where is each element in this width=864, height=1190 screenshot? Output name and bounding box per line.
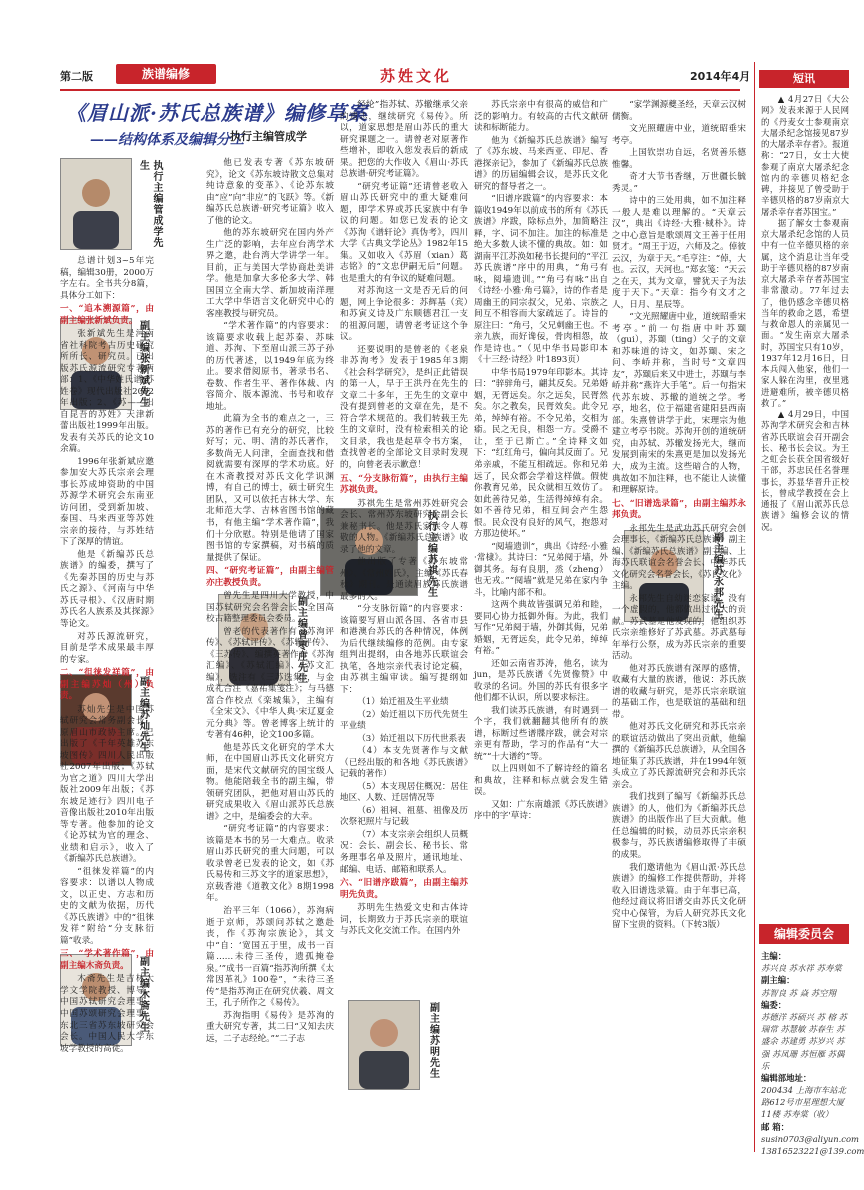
caption-photo8: 副主编苏永邦先生 bbox=[711, 532, 723, 620]
section-tab: 族谱编修 bbox=[116, 64, 216, 84]
paragraph: 苏明先生热爱文史和古体诗词，长期致力于苏氏宗亲的联谊与苏氏文化交流工作。在国内外 bbox=[340, 903, 468, 937]
paragraph: （3）始迁祖以下历代世系表 bbox=[357, 733, 466, 744]
short-news-body bbox=[761, 94, 849, 912]
paragraph: “徂徕发祥篇”的内容要求：以谱以人物成文，以正史、方志和历史的文献为依据，历代《苏氏族谱》中的“徂徕发祥”附给“分支脉衍篇”收录。 bbox=[60, 866, 154, 946]
paragraph: （2）始迁祖以下历代先贤生平业绩 bbox=[340, 709, 468, 732]
committee-role: 编委： bbox=[761, 999, 787, 1010]
paragraph: 对苏氏源流研究，目前是学术成果最丰厚的专家。 bbox=[60, 631, 154, 665]
article-column-5 bbox=[612, 100, 746, 1148]
paragraph: 曾先生是四川大学教授，中国苏轼研究会名誉会长、全国高校古籍整理委员会委员。 bbox=[206, 591, 334, 625]
caption-photo1: 执行主编管成学先生 bbox=[137, 160, 162, 248]
committee-entry bbox=[761, 1145, 864, 1157]
article-column-2 bbox=[206, 158, 334, 1148]
paragraph: 苏氏宗亲中有很高的威信和广泛的影响力。有较高的古代文献研读和标断能力。 bbox=[474, 100, 608, 134]
paragraph: “学术著作篇”的内容要求：该篇要求收载上起苏秦、苏味道、苏洵、下至眉山派三苏子孙的历代著述，以1949年底为终止。要求借阅原书，著录书名、卷数、作者生平、著作体裁、内容简介、版本源流、书号和收存地址。 bbox=[206, 321, 334, 412]
committee-entry bbox=[761, 999, 851, 1072]
committee-entry bbox=[761, 950, 851, 974]
short-news-title: 短讯 bbox=[759, 70, 849, 88]
paragraph: 对苏洵这一文是否无后的问题，网上争论很多：苏辉基（宾）和苏寅义诗及广东顺德君江一支的祖源问题，请曾老考证这个争议。 bbox=[340, 286, 468, 343]
paragraph: 上国钦崇功自远，名贤善乐德惟馨。 bbox=[612, 148, 746, 170]
paragraph: 他对苏氏族谱有深厚的感情，收藏有大量的族谱，他说：苏氏族谱的收藏与研究，是苏氏宗亲联谊的基础工作，也是联谊的基础和纽带。 bbox=[612, 663, 746, 720]
sidebar bbox=[754, 62, 864, 1156]
paragraph: 木斋先生是吉林大学文学院教授、博导，中国苏轼研究会理事、中国苏颂研究会理事、东北三省苏东坡研究会会长。中国人民大学东坡学教授的高徒。 bbox=[60, 974, 154, 1054]
section-heading: 四、“研究考证篇”，由副主编管亦庄教授负责。 bbox=[206, 566, 334, 588]
paragraph: 他已发表专著《苏东坡研究》，论文《苏东坡诗散文总集对纯诗意象的变革》、《论苏东坡由“应”向“非应”的飞跃》等。《新编苏氏总族谱·研究考证篇》收入了他的论文。 bbox=[206, 158, 334, 226]
masthead: 苏姓文化 bbox=[380, 67, 453, 85]
caption-photo7: 副主编苏明先生 bbox=[427, 1002, 439, 1079]
section-heading: 一、“追本溯源篇”，由副主编张新斌负责。 bbox=[60, 304, 154, 326]
paragraph: 又如：广东南雄派《苏氏族谱》序中的字'草诗： bbox=[474, 799, 608, 822]
page-number: 第二版 bbox=[60, 70, 93, 83]
committee-names: 200434 上海市车站北路612号市星理想大厦11楼 苏寿棠（收） bbox=[761, 1085, 846, 1120]
section-heading: 三、“学术著作篇”，由副主编木斋负责。 bbox=[60, 949, 154, 971]
paragraph: 文光照耀唐中业，道统昭垂宋考亭。 bbox=[612, 124, 746, 146]
committee-names: 苏德洋 苏硕兴 苏 榕 苏瑞常 苏慧敏 苏春生 苏盛余 苏建勇 苏岁兴 苏 强 苏凤珊 苏恒雁 苏偶乐 bbox=[761, 1011, 848, 1071]
paragraph: 经纶”指苏轼、苏辙继承父亲的遗志，继续研究《易传》。所以，道家思想是眉山苏氏的重大研究课题之一。请曾老对原著作些增补，即收入您发表后的新成果。把您的大作收入《眉山·苏氏总族谱·研究考证篇》。 bbox=[340, 100, 468, 180]
caption-photo4: 副主编木斋先生 bbox=[137, 956, 149, 1033]
committee-entry bbox=[761, 1121, 859, 1145]
caption-photo3: 副主编苏灿先生 bbox=[137, 676, 149, 753]
issue-date: 2014年4月 bbox=[690, 70, 751, 83]
paragraph: “旧谱序跋篇”的内容要求：本篇收1949年以前成书的所有《苏氏族谱》序跋，除标点外，加简略注释，字、词不加注。加注的标准是绝大多数人读不懂的典故。如：如湖南平江苏涣如秘书长提问的“平江苏氏族谱”序中的用典，“角弓有咏，阅墙遗训。”“角弓有咏”出自《诗经·小雅·角弓篇》，诗的作者是周幽王的同宗叔父，兄弟、宗族之间互不相容而大家疏远了。诗旨的原注曰：“角弓，父兄刺幽王也。不亲九族，而好谗佞，骨肉相怨，故作是诗也。”（见中华书局影印本《十三经·诗经》叶1893页） bbox=[474, 194, 608, 366]
article-title: 《眉山派·苏氏总族谱》编修草案 bbox=[66, 101, 368, 125]
paragraph: 他是苏氏文化研究的学术大师，在中国眉山苏氏文化研究方面，是宋代文献研究的国宝级人物。他能陪载全书的副主编，带领研究团队，把他对眉山苏氏的研究成果收入《眉山派苏氏总族谱》之中，是编委会的大幸。 bbox=[206, 742, 334, 822]
paragraph: 他为《新编苏氏总族谱》编写了《苏东坡、马来西亚、印尼、香港探亲记》，参加了《新编苏氏总族谱》的历届编辑会议，是苏氏文化研究的督导者之一。 bbox=[474, 135, 608, 192]
page-header bbox=[0, 0, 860, 92]
committee-role: 邮 箱： bbox=[761, 1121, 790, 1132]
committee-names: 苏兴良 苏水祥 苏寿棠 bbox=[761, 963, 842, 974]
paragraph: “家学渊源夔圣经，天章云汉树儒衡。 bbox=[612, 100, 746, 122]
paragraph: （6）祖祠、祖墓、祖像及历次祭祀照片与记载 bbox=[340, 805, 468, 828]
section-heading: 二、“徂徕发祥篇”，由副主编苏灿（州）负责。 bbox=[60, 668, 154, 702]
paragraph: 以上四则如不了解诗经的篇名和典故，注释和标点就会发生错误。 bbox=[474, 764, 608, 798]
paragraph: 他的苏东坡研究在国内外产生广泛的影响，去年应台湾学术界之邀，赴台湾大学讲学一年。目前，正与美国大学协商赴美讲学。他是加拿大多伦多大学、韩国国立全南大学、新加坡南洋理工大学中华语言文化研究中心的客座教授与研究员。 bbox=[206, 228, 334, 319]
article-subtitle: ——结构体系及编辑分工 bbox=[90, 132, 244, 148]
paragraph: 1996年张新斌应邀参加安大苏氏宗亲会理事长苏成坤资助的中国苏源学术研究会东南亚访问团，受到新加坡、泰国、马来西亚等苏姓宗亲的接待，与苏姓结下了深厚的情谊。 bbox=[60, 456, 154, 548]
paragraph: （1）始迁祖及生平业绩 bbox=[357, 697, 449, 708]
committee-role: 主编： bbox=[761, 951, 787, 961]
paragraph: 此篇为全书的难点之一，三苏的著作已有充分的研究，比较好写；元、明、清的苏氏著作，多数尚无人问津，全面查找和借阅就需要有深厚的学术功底。好在木斋教授对苏氏文化学识渊博，有自己的博士，硕士研究生团队，又可以依托吉林大学、东北师范大学、吉林省图书馆的藏书，有他主编“学术著作篇”，我们十分欣慰。特别是他请了国家图书馆的专家撰稿，对书稿的质量提供了保证。 bbox=[206, 414, 334, 563]
paragraph: 苏洵指明《易传》是苏洵的重大研究专著，其二曰“又知去庆远，二子志经纶。”“二子志 bbox=[206, 1010, 334, 1044]
paragraph: “阋墙遗训”，典出《诗经·小雅·常棣》。其诗曰：“兄弟阋于墙，外御其务。每有良朋，烝（zheng）也无戎。”“阋墙”就是兄弟在家内争斗，比喻内部不和。 bbox=[474, 541, 608, 598]
paragraph: 他是《新编苏氏总族谱》的编委，撰写了《先秦苏国的历史与苏氏之源》、《河南与中华苏氏寻根》、《汉唐时期苏氏名人族系及其探源》等论文。 bbox=[60, 549, 154, 629]
paragraph: “研究考证篇”的内容要求：该篇是本书的另一大难点。收录眉山苏氏研究的重大问题，可以收录曾老已发表的论文，如《苏氏易传和三苏文字的道家思想》，京载香港《道教文化》8期1998年。 bbox=[206, 824, 334, 904]
paragraph: 永邦先生是武功苏氏研究会创会理事长，《新编苏氏总族谱》副主编、《新编苏氏总族谱》副主编、上海苏氏联谊会名誉会长、中华苏氏文化研究会名誉会长，《苏氏文化》主编。 bbox=[612, 523, 746, 592]
short-news-item: ▲ 4月27日《大公网》发表来源于人民网的《丹麦女士参观南京大屠杀纪念馆接见87岁的大屠杀幸存者》。报道称：“27日，女士大使参观了南京大屠杀纪念馆内的幸德贝格纪念碑，并接见了曾受助于辛德贝格的87岁南京大屠杀幸存者苏国宝。” bbox=[761, 94, 849, 217]
article-title-block bbox=[66, 100, 368, 150]
paragraph: 还要说明的是曾老的《老泉非苏洵考》发表于1985年3期《社会科学研究》，是纠正此错误的第一人，早于王洪丹在先生的文章二十多年，王先生的文章中没有提到曾老的文章在先，是不符合学术规范的。我们转载王先生的文章时，没有检索相关的论文目录，我也是起草令书方案，查找曾老的全部论文目录时发现的，向曾老表示歉意！ bbox=[340, 344, 468, 470]
paragraph: “文光照耀唐中业，道统昭垂宋考亭。”前一句指唐中叶苏颋（gui），苏颋（ting）父子的文章和苏味道的诗文，如苏颋、宋之问、李峤并称，当时号“文章四友”，苏颋后来又中进士，苏颋与李峤并称“燕许大手笔”。后一句指宋代苏东坡、苏辙的道统之学。考亭，地名，位于福建省建阳县西南部。朱熹曾讲学于此，宋理宗为他建立考亭书院。苏洵开创的道统研究，由苏轼、苏辙发扬光大，继而发展到南宋的朱熹更是加以发扬光大，成为主流。这些暗合的人物，典故如不加注释，也不能让人读懂和理解原诗。 bbox=[612, 312, 746, 496]
article-column-3 bbox=[340, 100, 468, 1148]
paragraph: （5）本支现居住概况：居住地区、人数、迁居情况等 bbox=[340, 781, 468, 804]
paragraph: 我们找到了编写《新编苏氏总族谱》的人，他们为《新编苏氏总族谱》的出版作出了巨大贡献。他任总编辑的时候，动员苏氏宗亲积极参与，苏氏族谱编修取得了丰硕的成果。 bbox=[612, 792, 746, 860]
short-news-item: 据了解女士参观南京大屠杀纪念馆的人员中有一位辛德贝格的亲属，这个消息让当年受助于辛德贝格的87岁南京大屠杀幸存者苏国宝非常激动。77年过去了，他仍感念辛德贝格当年的救命之恩，希望与救命恩人的亲属见一面。“发生南京大屠杀时，苏国宝只有10岁，1937年12月16日，日本兵闯入他家，他们一家人躲在沟里，夜里逃进避难所，被辛德贝格救了。” bbox=[761, 217, 849, 408]
committee-title: 编辑委员会 bbox=[759, 924, 849, 944]
paragraph: 苏祺先生是常州苏姓研究会会长、常州苏东坡研究会副会长兼秘书长。他是苏氏家族令人尊敬的人物。《新编苏氏总族谱》收录了他的文章。 bbox=[340, 498, 468, 555]
committee-role: 副主编： bbox=[761, 975, 795, 986]
header-rule bbox=[60, 89, 740, 91]
caption-photo2: 副主编张新斌先生 bbox=[137, 320, 149, 408]
committee-list bbox=[761, 950, 864, 1190]
paragraph: 中华书局1979年印影本。其诗曰：“骍骍角弓，翩其反矣。兄弟婚姻，无胥远矣。尔之远矣，民胥然矣。尔之教矣，民胥效矣。此令兄弟，绰绰有裕。不令兄弟，交相为瘉。民之无良，相怨一方。受爵不让，至于已斯亡。”全诗释文如下：“红红角弓，偏向其反面了。兄弟亲戚，不能互相疏远。你和兄弟远了，民众都会学着这样做。假使你教育兄弟，民众就相互效仿了。如此善待兄弟，生活得绰绰有余。如不善待兄弟，相互间会产生怨恨。民众没有良好的风气，抱怨对方那边使坏。” bbox=[474, 367, 608, 540]
paragraph: 奇才大节书香继，万世疆长毓秀灵。” bbox=[612, 172, 746, 194]
committee-names: 苏智良 苏 焱 苏空翔 bbox=[761, 987, 836, 998]
paragraph: 总谱计划3~5年完稿，编辑30册，2000万字左右。全书共分8篇，具体分工如下： bbox=[60, 256, 154, 301]
paragraph: 他出版了专著《苏东坡常州》、《常州姓氏》，主编《苏氏春秋》期刊。是通读眉族苏氏族谱最多的人。 bbox=[340, 557, 468, 602]
paragraph: 还如云南省苏涛，他名，读为jun，是苏氏族谱《先贤像赞》中收录的名词。外国的苏氏有很多字他们都不认识，所以要求标注。 bbox=[474, 658, 608, 704]
paragraph: 他对苏氏文化研究和苏氏宗亲的联谊活动做出了突出贡献，他编撰的《新编苏氏总族谱》，从全国各地征集了苏氏族谱，并在1994年领头成立了苏氏源流研究会和苏氏宗亲会。 bbox=[612, 722, 746, 790]
paragraph: 我们邀请他为《眉山派·苏氏总族谱》的编修工作提供帮助，并将收入旧谱选录篇。由于年事已高，他经过商议将旧谱交由苏氏文化研究中心保管，为后人研究苏氏文化留下宝贵的资料。（下转3版） bbox=[612, 862, 746, 931]
caption-photo6: 执行主编苏祺先生 bbox=[425, 510, 437, 598]
section-heading: 七、“旧谱选录篇”，由副主编苏永邦负责。 bbox=[612, 498, 746, 521]
paragraph: 治平三年（1066），苏洵病逝于京师，苏颂问苏轼之邀赴丧，作《苏洵宗族论》，其文中“自：‘宽国五于里，成书一百篇……未待三圣传，遗孤掩卷泉。’”成书一百篇“指苏洵所撰《太常因革礼》100卷”，“未待三圣传”是指苏洵正在研究伏羲、周文王，孔子所作之《易传》。 bbox=[206, 906, 334, 1009]
short-news-item: ▲ 4月29日，中国苏洵学术研究会和吉林省苏氏联谊会召开副会长、秘书长会议。为王之虹会长获全国省级好干部，苏忠民任名誉理事长，苏显华晋升正校长，曾成学教授在会上通报了《眉山派苏氏总族谱》编修会议的情况。 bbox=[761, 409, 849, 532]
paragraph: “研究考证篇”还请曾老收入眉山苏氏研究中的重大疑难问题，即学术界或苏氏家族中有争议的问题。如您已发表的论文《苏洵《谱轩论》真伪考》，四川大学《古典文学论丛》1982年15集。又如收入《苏眉（xian）葛志铭》的“文忠伊嗣无后”问题。也是重大的有争议的疑难问题。 bbox=[340, 181, 468, 284]
paragraph: 苏灿先生是中国苏轼研究会常务副会长，原眉山市政协主席。已出版了《千年英雄苏东坡图传》四川人民出版社2007年出版；《苏轼为官之道》四川大学出版社2009年出版；《苏东坡足迹行》四川电子音像出版社2010年出版等专著。他参加的论文《论苏轼为官的理念、业绩和启示》，收入了《新编苏氏总族谱》。 bbox=[60, 704, 154, 865]
paragraph: 我们读苏氏族谱，有时遇到一个字，我们就翻翻其他所有的族谱，标断过些谱牒序跋，就会对宗亲更有帮助，学习的作品有“大一统”“十大谱约”等。 bbox=[474, 705, 608, 762]
paragraph: 永邦先生自幼迷恋家谱，没有一个虚假的，他都做出过很大的贡献。苏武墓是他发现的，他组织苏氏宗亲维修好了苏武墓。苏武墓每年举行公祭，成为苏氏宗亲的重要活动。 bbox=[612, 593, 746, 662]
committee-entry bbox=[761, 1072, 851, 1121]
paragraph: 曾老的代表著作有《苏洵评传》、《苏轼评传》、《苏辙评传》、《三苏传》、编撰英著作有《苏洵汇编》、《苏轼汇编》、《苏文汇编》，选注有《三苏选集》，与金成礼合注《嘉祐集笺注》；与马德富合作校点《栾城集》，主编有《全宋文》、《中华人典·宋辽夏金元分典》等。曾老博客上统计的专著有46种，论文100多篇。 bbox=[206, 626, 334, 741]
paragraph: 这两个典故皆强调兄弟和睦，要同心协力抵御外侮。为此，我们写作“兄弟阋于墙，外御其侮，兄弟婚姻，无胥远矣，此令兄弟，绰绰有裕。” bbox=[474, 600, 608, 657]
photo-guan-chengxue bbox=[60, 158, 132, 250]
section-heading: 六、“旧谱序跋篇”，由副主编苏明先负责。 bbox=[340, 878, 468, 900]
paragraph: （7）本支宗亲会组织人员概况：会长、副会长、秘书长、常务理事名单及照片，通讯地址、邮编、电话、邮箱和联系人。 bbox=[340, 829, 468, 875]
committee-role: 编辑部地址： bbox=[761, 1072, 812, 1083]
article-column-4 bbox=[474, 100, 608, 1148]
paragraph: （4）本支先贤著作与文献（已经出版的和各地《苏氏族谱》记载的著作） bbox=[340, 746, 468, 780]
paragraph: “分支脉衍篇”的内容要求：该篇要写眉山派各国、各省市县和港澳台苏氏的各种情况，体例为后代继续编修的范例。由专家组判出提纲，由各地苏氏联谊会执笔，各地宗亲代表讨论定稿，由苏祺主编审读。编写提纲如下： bbox=[340, 604, 468, 695]
committee-entry bbox=[761, 974, 851, 998]
paragraph: 张新斌先生是河南省社科院考古历史研究所所长、研究员。已出版苏氏源流研究专著两部：1、《中华姓氏谱·苏姓卷》现代出版社2002年出版；2、《苏——出自昆吾的苏姓》天津新蕾出版社1999年出版。发表有关苏氏的论文10余篇。 bbox=[60, 329, 154, 455]
section-heading: 五、“分支脉衍篇”，由执行主编苏祺负责。 bbox=[340, 473, 468, 496]
caption-photo5: 副主编曾枣庄先生 bbox=[295, 596, 307, 684]
article-byline: 执行主编管成学 bbox=[230, 130, 307, 143]
committee-names: 13816523221@139.com bbox=[761, 1146, 864, 1156]
committee-names: susin0703@aliyun.com bbox=[761, 1133, 859, 1144]
paragraph: 诗中的三处用典，如不加注释一般人是难以理解的。“天章云汉”，典出《诗经·大雅·棫朴》。诗之中心意旨是歌颂周文王善于任用贤才。“周王于迈，六师及之。倬彼云汉，为章于天。”毛亨注：“倬，大也。云汉，天河也。”郑玄笺：“天云之在天，其为文章，譬犹天子为法度于天下。”天章：指今有文才之人，日月、星辰等。 bbox=[612, 196, 746, 310]
